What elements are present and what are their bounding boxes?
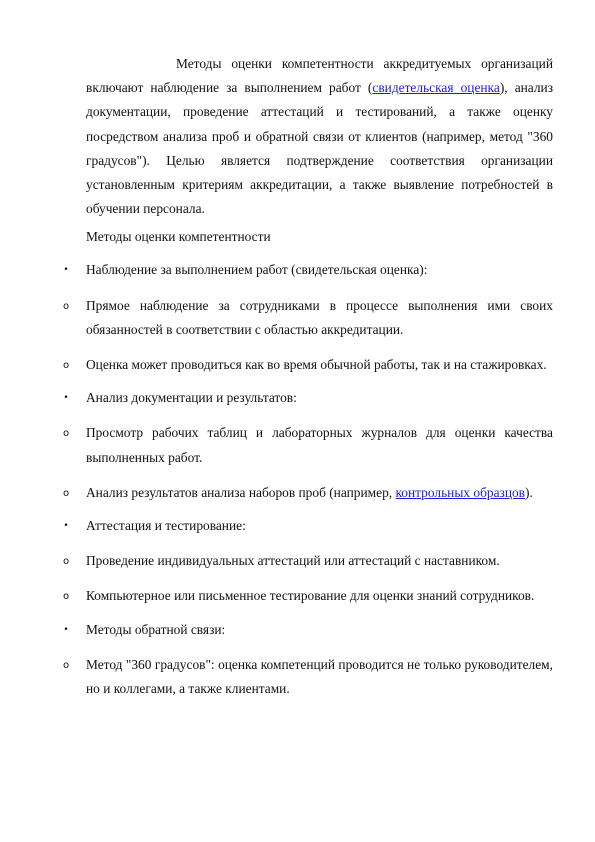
list-item-text: Компьютерное или письменное тестирование для оценки знаний сотрудников. <box>86 588 535 604</box>
bullet-circle-icon: o <box>62 428 70 440</box>
list-item <box>63 618 553 642</box>
list-item <box>63 514 553 538</box>
list-item-text: Просмотр рабочих таблиц и лабораторных журналов для оценки качества выполненных работ. <box>86 425 553 465</box>
list-item-text: Наблюдение за выполнением работ (свидетельская оценка): <box>86 262 428 278</box>
bullet-disc-icon: • <box>63 624 69 635</box>
list-item-text-pre: Анализ результатов анализа наборов проб (например, <box>86 484 396 500</box>
list-item <box>62 353 553 377</box>
list-item-text: Оценка может проводиться как во время обычной работы, так и на стажировках. <box>86 357 547 373</box>
list-item-text-post: ). <box>525 484 533 500</box>
document-page <box>62 52 553 701</box>
list-item <box>62 549 553 573</box>
list-item-text: Проведение индивидуальных аттестаций или аттестаций с наставником. <box>86 553 500 569</box>
bullet-circle-icon: o <box>62 591 70 603</box>
list-item-text: Анализ документации и результатов: <box>86 390 297 406</box>
bullet-disc-icon: • <box>63 265 69 276</box>
bullet-disc-icon: • <box>63 393 69 404</box>
list-item-text: Методы обратной связи: <box>86 621 226 637</box>
list-item <box>62 653 553 701</box>
bullet-circle-icon: o <box>62 487 70 499</box>
bullet-circle-icon: o <box>62 659 70 671</box>
intro-paragraph <box>86 52 553 221</box>
list-item <box>62 584 553 608</box>
intro-text-1: Методы оценки компетентности аккредитуемых организаций включают наблюдение за выполнением работ ( <box>86 56 553 96</box>
bullet-circle-icon: o <box>62 300 70 312</box>
bullet-circle-icon: o <box>62 556 70 568</box>
bullet-disc-icon: • <box>63 521 69 532</box>
list-item-text: Прямое наблюдение за сотрудниками в процессе выполнения ими своих обязанностей в соответствии с областью аккредитации. <box>86 297 553 337</box>
list-item <box>62 421 553 469</box>
list-item-text: Метод "360 градусов": оценка компетенций проводится не только руководителем, но и коллегами, а также клиентами. <box>86 656 553 697</box>
intro-text-2: ), анализ документации, проведение аттестаций и тестирований, а также оценку посредством анализа проб и обратной связи от клиентов (например, метод "360 градусов"). Целью является подтверждение соответствия организации установленным критериям аккредитации, а также выявление потребностей в обучении персонала. <box>86 80 553 217</box>
control-samples-link[interactable]: контрольных образцов <box>395 484 526 500</box>
list-item <box>62 481 553 505</box>
list-item <box>63 386 553 410</box>
list-item <box>63 258 553 282</box>
list-item-text: Аттестация и тестирование: <box>86 518 246 534</box>
bullet-circle-icon: o <box>62 360 70 372</box>
section-title: Методы оценки компетентности <box>86 229 271 245</box>
witness-assessment-link[interactable]: свидетельская оценка <box>372 80 500 96</box>
list-item <box>62 294 553 342</box>
